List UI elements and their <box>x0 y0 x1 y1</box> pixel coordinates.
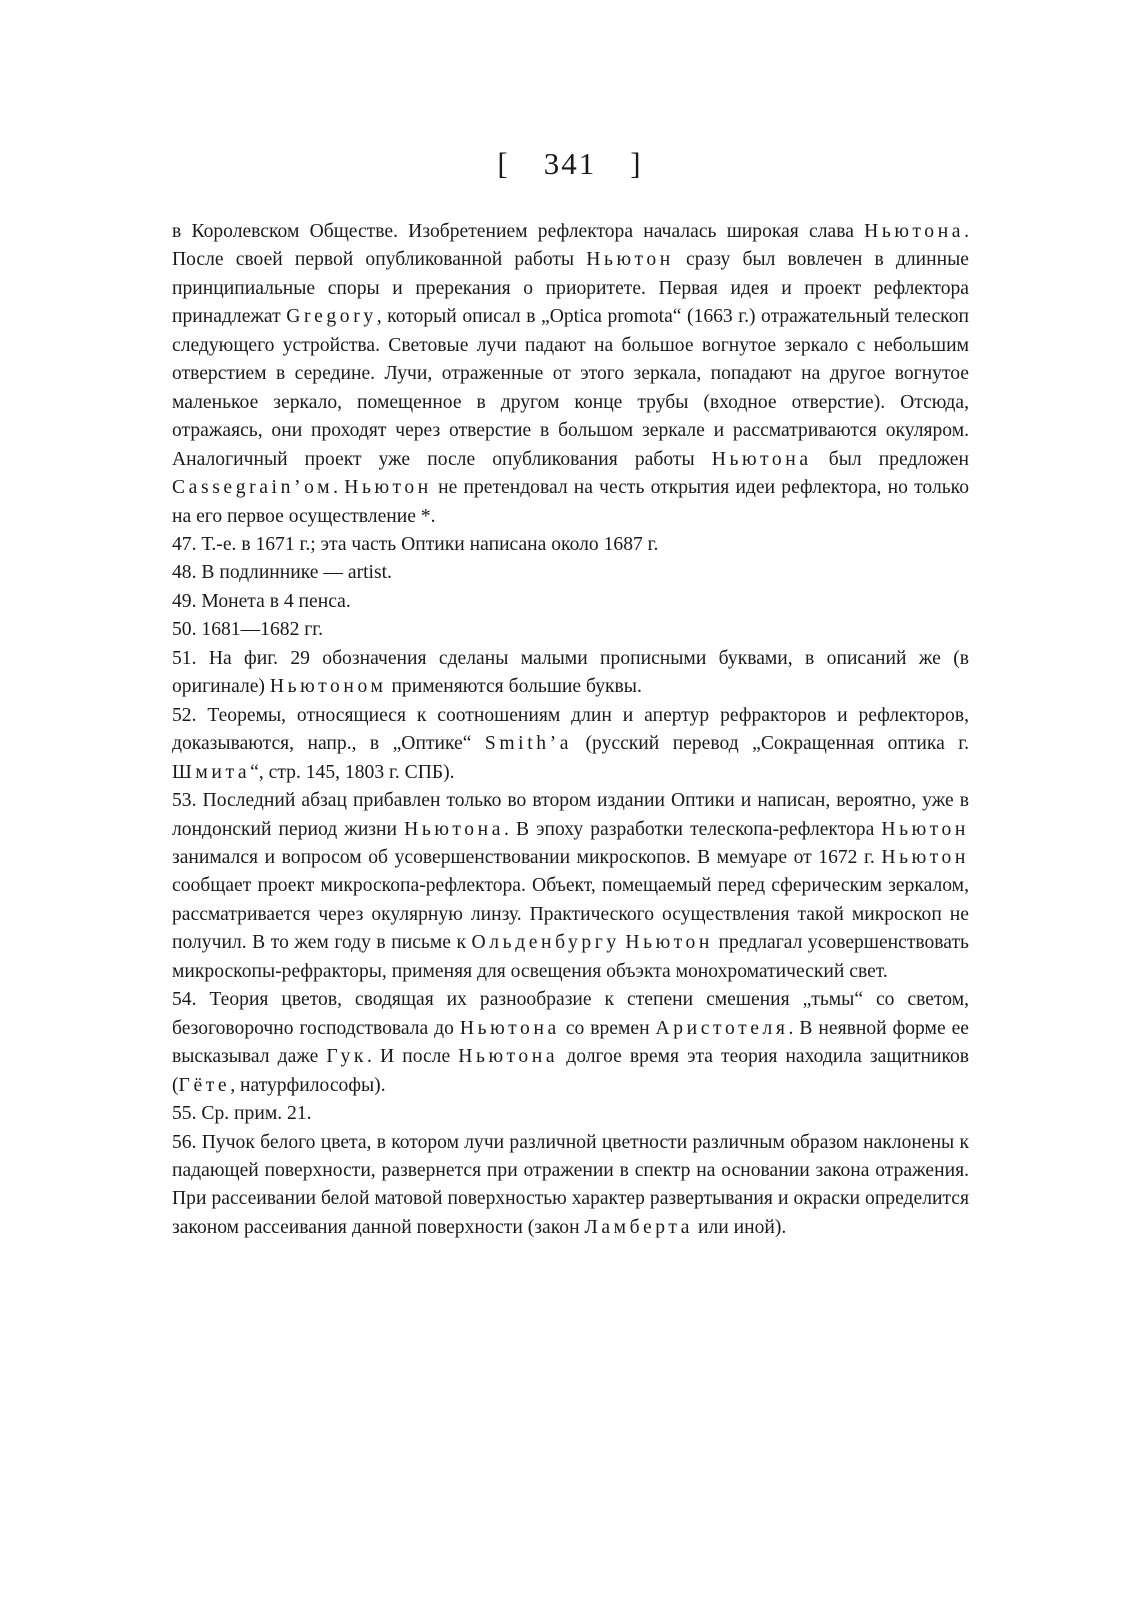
spaced-name: Ламберта <box>584 1216 694 1238</box>
text-run: , который описал в „Optica promota“ (1663 г.) отражательный телескоп следующего устройства. Световые лучи падают на большое вогнутое зеркало с небольшим отверстием в середине. Лучи, отраженные от этого зеркала, попадают на другое вогнутое маленькое зеркало, помещенное в другом конце трубы (входное отверстие). Отсюда, отражаясь, они проходят через отверстие в большом зеркале и рассматриваются окуляром. Аналогичный проект уже после опубликования работы <box>172 306 969 470</box>
text-run: предлагал усовершенствовать микроскопы-рефракторы, применяя для освещения объэкта монохроматический свет. <box>172 932 969 982</box>
spaced-name: Гук <box>326 1046 368 1068</box>
text-run: (русский перевод „Сокращенная оптика г. <box>572 733 969 755</box>
spaced-name: Ольденбургу <box>471 932 620 954</box>
text-run: сообщает проект микроскопа-рефлектора. Объект, помещаемый перед сферическим зеркалом, рассматривается через окулярную линзу. Практического осуществления такой микроскоп не получил. В то жем году в письме к <box>172 875 969 954</box>
text-run: со времен <box>559 1017 656 1039</box>
spaced-name: Ньютона <box>458 1046 559 1068</box>
spaced-name: Ньютон <box>586 249 674 271</box>
note-53 <box>172 787 969 986</box>
text-run: применяются большие буквы. <box>386 676 642 698</box>
page-number-value: 341 <box>543 146 597 181</box>
spaced-name: Cassegrain’ом <box>172 477 334 499</box>
bracket-open: [ <box>497 146 510 181</box>
spaced-name: Ньютон <box>625 932 713 954</box>
text-run: сразу был вовлечен в длинные принципиальные споры и пререкания о приоритете. Первая идея и проект рефлектора принадлежат <box>172 249 969 328</box>
note-51 <box>172 645 969 702</box>
text-run: . После своей первой опубликованной работы <box>172 221 969 271</box>
text-run: или иной). <box>693 1216 787 1238</box>
text-run: . В неявной форме ее высказывал даже <box>172 1017 969 1068</box>
note-52 <box>172 702 969 787</box>
spaced-name: Ньютона <box>404 818 505 840</box>
text-run: . <box>333 477 345 499</box>
spaced-name: Smith’a <box>484 733 573 755</box>
spaced-name: Ньютона <box>711 448 812 470</box>
spaced-name: Ньютоном <box>269 676 387 698</box>
text-run: долгое время эта теория находила защитников ( <box>172 1046 970 1096</box>
text-run: 53. Последний абзац прибавлен только во втором издании Оптики и написан, вероятно, уже в лондонский период жизни <box>172 790 969 840</box>
spaced-name: Гёте <box>178 1074 231 1096</box>
note-47: 47. Т.-е. в 1671 г.; эта часть Оптики написана около 1687 г. <box>172 533 659 555</box>
spaced-name: Ньютон <box>344 477 432 499</box>
note-48: 48. В подлиннике — artist. <box>172 562 392 584</box>
text-run: 56. Пучок белого цвета, в котором лучи различной цветности различным образом наклонены к падающей поверхности, развернется при отражении в спектр на основании закона отражения. При рассеивании белой матовой поверхностью характер развертывания и окраски определится законом рассеивания данной поверхности (закон <box>172 1131 969 1238</box>
spaced-name: Аристотеля <box>655 1017 789 1039</box>
notes-body <box>172 218 969 1242</box>
text-run: . В эпоху разработки телескопа-рефлектора <box>504 818 882 840</box>
text-run: 54. Теория цветов, сводящая их разнообразие к степени смешения „тьмы“ со светом, безоговорочно господствовала до <box>172 989 969 1039</box>
spaced-name: Gregory <box>286 306 377 328</box>
text-run: был предложен <box>811 448 969 470</box>
note-50: 50. 1681—1682 гг. <box>172 619 324 641</box>
intro-paragraph <box>172 218 969 531</box>
bracket-close: ] <box>630 146 643 181</box>
spaced-name: Шмита <box>172 761 251 783</box>
note-49: 49. Монета в 4 пенса. <box>172 590 351 612</box>
note-54 <box>172 986 969 1100</box>
text-run: в Королевском Обществе. Изобретением рефлектора началась широкая слава <box>172 221 865 242</box>
spaced-name: Ньютон <box>881 818 969 840</box>
text-run: “, стр. 145, 1803 г. СПБ). <box>250 761 455 783</box>
text-run: занимался и вопросом об усовершенствовании микроскопов. В мемуаре от 1672 г. <box>172 846 882 868</box>
text-run: , натурфилософы). <box>230 1074 386 1096</box>
note-55: 55. Ср. прим. 21. <box>172 1103 312 1125</box>
spaced-name: Ньютона <box>864 221 965 242</box>
text-run: не претендовал на честь открытия идеи рефлектора, но только на его первое осуществление *. <box>172 477 970 527</box>
page-number <box>0 146 1140 182</box>
spaced-name: Ньютона <box>459 1017 560 1039</box>
text-run: . И после <box>367 1046 459 1068</box>
text-run: 52. Теоремы, относящиеся к соотношениям длин и апертур рефракторов и рефлекторов, доказываются, напр., в „Оптике“ <box>172 704 969 755</box>
text-run: 51. На фиг. 29 обозначения сделаны малыми прописными буквами, в описаний же (в оригинале) <box>172 647 969 698</box>
spaced-name: Ньютон <box>881 846 969 868</box>
note-56 <box>172 1129 969 1243</box>
